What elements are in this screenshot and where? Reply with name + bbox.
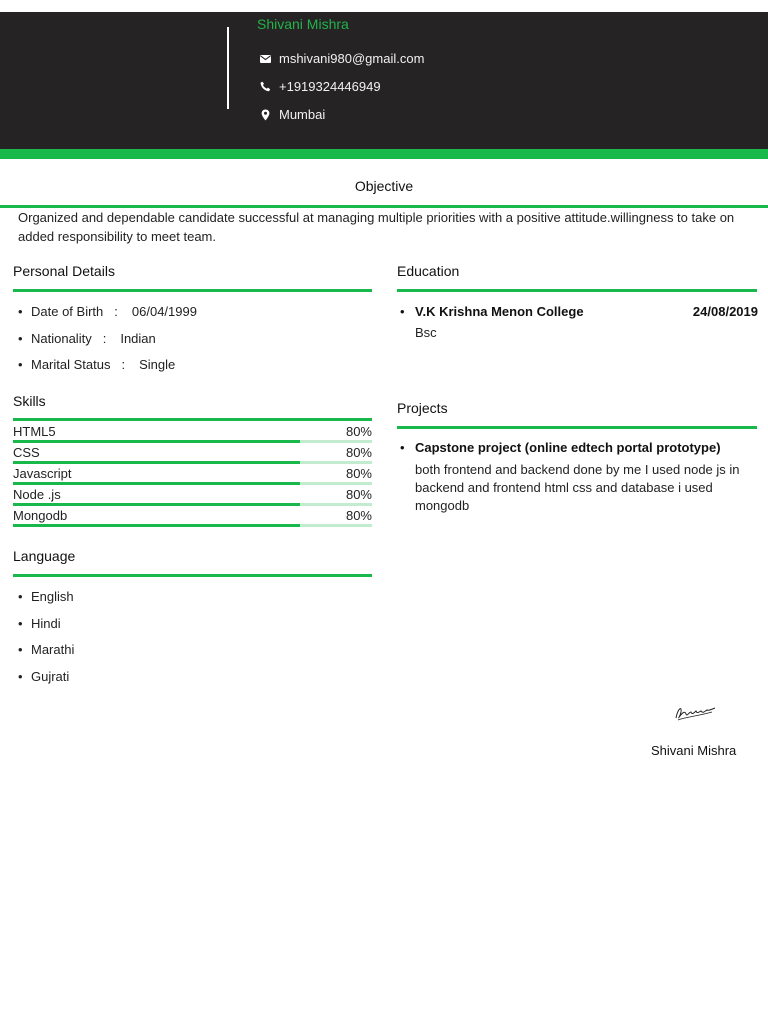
- language-title: Language: [13, 548, 76, 564]
- list-item: • Date of Birth : 06/04/1999: [18, 303, 197, 330]
- degree: Bsc: [415, 325, 437, 340]
- contact-email[interactable]: [259, 51, 424, 66]
- project-description: both frontend and backend done by me I used node js in backend and frontend html css and database i used mongodb: [415, 462, 740, 513]
- project-title: Capstone project (online edtech portal prototype): [415, 440, 721, 455]
- projects-divider: [397, 426, 757, 429]
- skill-row: [13, 422, 372, 443]
- skill-row: [13, 464, 372, 485]
- objective-title: Objective: [354, 178, 414, 194]
- skill-row: [13, 506, 372, 527]
- map-pin-icon: [259, 109, 271, 121]
- language-list: [18, 588, 74, 695]
- signature-image: [672, 700, 718, 724]
- skill-row: [13, 485, 372, 506]
- skill-name: HTML5: [13, 424, 56, 439]
- education-date: 24/08/2019: [692, 304, 758, 319]
- skill-percent: 80%: [345, 466, 372, 481]
- phone-text: +1919324446949: [279, 79, 381, 94]
- list-item: • Marital Status : Single: [18, 356, 197, 383]
- personal-details-title: Personal Details: [13, 263, 115, 279]
- personal-details-list: [18, 303, 197, 383]
- skill-percent: 80%: [345, 508, 372, 523]
- college-name: V.K Krishna Menon College: [415, 304, 584, 319]
- phone-icon: [259, 81, 271, 93]
- skill-name: Mongodb: [13, 508, 68, 523]
- education-title: Education: [397, 263, 460, 279]
- education-divider: [397, 289, 757, 292]
- location-text: Mumbai: [279, 107, 326, 122]
- skill-row: [13, 443, 372, 464]
- list-item: • Hindi: [18, 615, 74, 642]
- skill-name: Javascript: [13, 466, 72, 481]
- resume-header: [0, 12, 768, 149]
- detail-label: Marital Status: [31, 357, 111, 373]
- detail-value: Single: [139, 357, 176, 373]
- detail-value: Indian: [120, 330, 156, 346]
- skill-bar-fill: [13, 524, 300, 527]
- skill-name: Node .js: [13, 487, 61, 502]
- email-text: mshivani980@gmail.com: [279, 51, 425, 66]
- projects-title: Projects: [397, 400, 448, 416]
- skill-percent: 80%: [345, 424, 372, 439]
- list-item: • Nationality : Indian: [18, 330, 197, 357]
- objective-text: Organized and dependable candidate successful at managing multiple priorities with a positive attitude.willingness to take on added responsibility to meet team.: [18, 210, 735, 244]
- header-divider: [227, 27, 229, 109]
- skills-title: Skills: [13, 393, 46, 409]
- list-item: • English: [18, 588, 74, 615]
- skills-divider: [13, 418, 372, 421]
- contact-location: [259, 107, 325, 122]
- list-item: • Marathi: [18, 641, 74, 668]
- skill-percent: 80%: [345, 487, 372, 502]
- envelope-icon: [259, 53, 271, 65]
- skill-bar-track: [13, 524, 372, 527]
- signature-name: Shivani Mishra: [651, 743, 737, 758]
- list-item: • Gujrati: [18, 668, 74, 695]
- personal-details-divider: [13, 289, 372, 292]
- candidate-name: Shivani Mishra: [257, 16, 349, 32]
- skill-name: CSS: [13, 445, 40, 460]
- detail-label: Date of Birth: [31, 304, 104, 319]
- detail-label: Nationality: [31, 330, 92, 346]
- detail-value: 06/04/1999: [131, 304, 197, 319]
- skill-percent: 80%: [345, 445, 372, 460]
- header-accent-band: [0, 149, 768, 159]
- contact-phone[interactable]: [259, 79, 381, 94]
- language-divider: [13, 574, 372, 577]
